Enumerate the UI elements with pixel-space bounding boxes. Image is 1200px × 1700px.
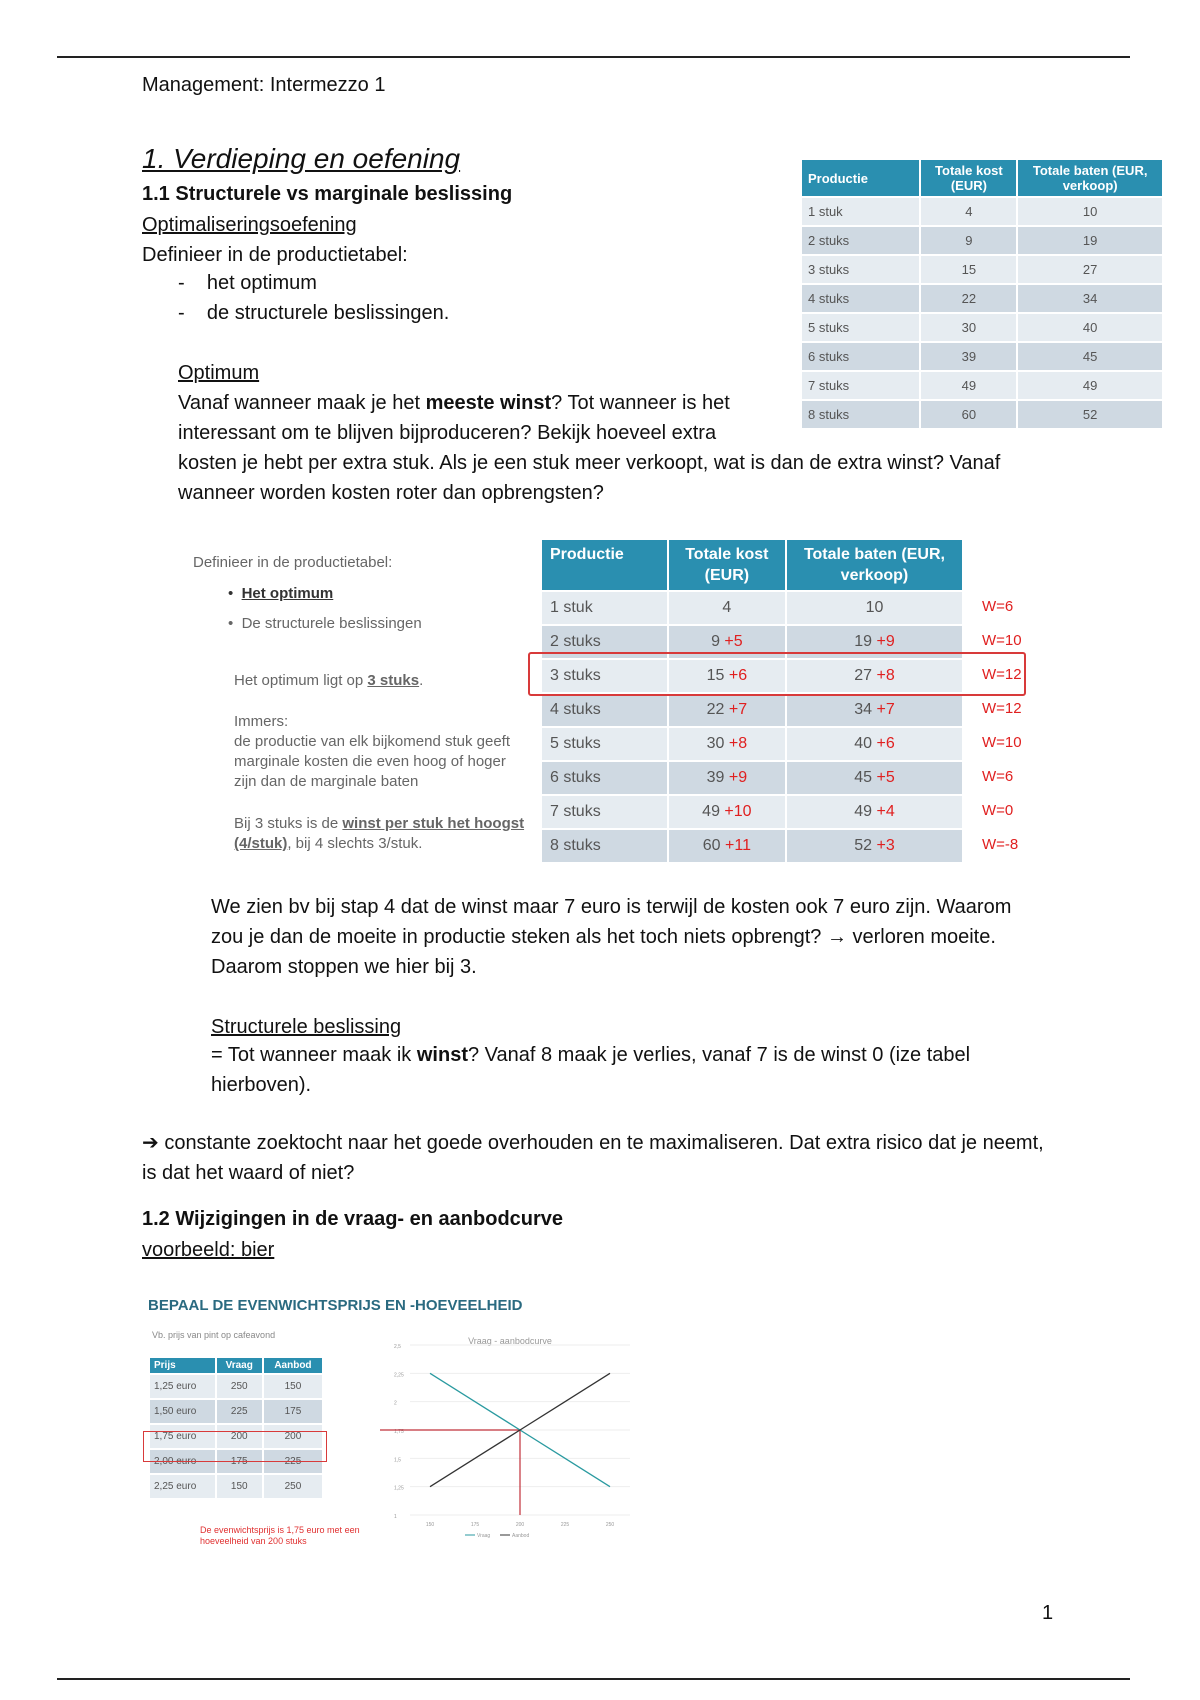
table-cell xyxy=(669,796,785,828)
table-row xyxy=(802,314,1162,341)
bullet-text: het optimum xyxy=(206,272,317,294)
table-cell: 4 stuks xyxy=(542,694,667,726)
page-number: 1 xyxy=(1042,1602,1054,1624)
text: ? Vanaf 8 maak je verlies, vanaf 7 is de winst 0 (ize tabel hierboven). xyxy=(211,1044,971,1096)
winst-label: W=6 xyxy=(982,598,1014,615)
table-cell: 2,25 euro xyxy=(150,1475,215,1498)
text: Vanaf wanneer maak je het xyxy=(178,392,426,414)
bullet: - de structurele beslissingen. xyxy=(178,302,450,324)
figure-title: BEPAAL DE EVENWICHTSPRIJS EN -HOEVEELHEID xyxy=(148,1297,523,1314)
table-cell: 39 xyxy=(921,343,1016,370)
winst-label: W=6 xyxy=(982,768,1014,785)
text: ? Tot wanneer is het interessant om te blijven bijproduceren? Bekijk hoeveel extra kosten je hebt per extra stuk. Als je een stuk meer verkoopt, wat is dan de extra winst? Vanaf wanneer worden kosten roter dan opbrengsten? xyxy=(178,392,1001,504)
table-row xyxy=(542,796,962,828)
table-row xyxy=(150,1375,322,1398)
table-cell xyxy=(669,762,785,794)
optimum-note xyxy=(234,671,423,690)
col-header: Totale baten (EUR, verkoop) xyxy=(787,540,962,590)
col-header: Totale kost (EUR) xyxy=(669,540,785,590)
delta: +9 xyxy=(728,769,748,786)
x-tick-label: 200 xyxy=(515,1522,525,1528)
supply-demand-chart xyxy=(380,1330,640,1550)
table-cell: 1 stuk xyxy=(802,198,919,225)
intro: Definieer in de productietabel: xyxy=(142,244,408,266)
value: 27 xyxy=(854,667,873,684)
table-cell: 1,25 euro xyxy=(150,1375,215,1398)
winst-note xyxy=(234,814,529,854)
table-cell: 250 xyxy=(217,1375,262,1398)
table-row xyxy=(802,256,1162,283)
table-cell xyxy=(669,592,785,624)
immers-label: Immers: xyxy=(234,713,289,730)
table-cell: 34 xyxy=(1018,285,1162,312)
price-table xyxy=(148,1356,324,1500)
table-cell: 225 xyxy=(264,1450,322,1473)
x-tick-label: 150 xyxy=(425,1522,435,1528)
table-cell: 10 xyxy=(1018,198,1162,225)
winst-label: W=12 xyxy=(982,666,1022,683)
table-cell: 4 stuks xyxy=(802,285,919,312)
table-row xyxy=(150,1400,322,1423)
chart-title: Vraag - aanbodcurve xyxy=(468,1336,552,1346)
winst-label: W=10 xyxy=(982,734,1022,751)
table-cell: 22 xyxy=(921,285,1016,312)
table-row xyxy=(802,372,1162,399)
page-header: Management: Intermezzo 1 xyxy=(142,74,386,96)
table-cell xyxy=(787,762,962,794)
table-cell: 3 stuks xyxy=(802,256,919,283)
table-cell: 2 stuks xyxy=(542,626,667,658)
x-tick-label: 250 xyxy=(605,1522,615,1528)
y-tick-label: 2,5 xyxy=(394,1344,401,1350)
y-tick-label: 1,5 xyxy=(394,1457,401,1464)
slide-intro: Definieer in de productietabel: xyxy=(193,554,393,571)
x-tick-label: 225 xyxy=(560,1522,570,1528)
table-row xyxy=(802,198,1162,225)
table-cell: 225 xyxy=(217,1400,262,1423)
text: Bij 3 stuks is de xyxy=(234,815,343,832)
bullet-text: Het optimum xyxy=(241,585,334,602)
table-cell: 60 xyxy=(921,401,1016,428)
winst-label: W=10 xyxy=(982,632,1022,649)
bold-text: winst xyxy=(416,1044,468,1066)
table-cell xyxy=(669,830,785,862)
table-row xyxy=(802,285,1162,312)
table-cell: 7 stuks xyxy=(802,372,919,399)
table-cell: 150 xyxy=(217,1475,262,1498)
value: 45 xyxy=(854,769,873,786)
bold-text: meeste winst xyxy=(425,392,552,414)
table-cell xyxy=(787,694,962,726)
value: 10 xyxy=(865,599,884,616)
highlight-box xyxy=(528,652,1026,696)
table-cell: 4 xyxy=(921,198,1016,225)
table-row xyxy=(542,694,962,726)
structural-text xyxy=(211,1040,1041,1100)
table-cell: 1,50 euro xyxy=(150,1400,215,1423)
delta: +11 xyxy=(725,837,751,854)
table-cell: 49 xyxy=(921,372,1016,399)
bold-text: winst per stuk het hoogst (4/stuk) xyxy=(234,815,525,852)
table-cell xyxy=(787,796,962,828)
y-tick-label: 2 xyxy=(394,1400,397,1407)
slide-bullet: • Het optimum xyxy=(228,585,334,602)
value: 60 xyxy=(702,837,721,854)
optimum-title: Optimum xyxy=(178,362,260,384)
delta: +7 xyxy=(876,701,895,718)
value: 22 xyxy=(706,701,725,718)
production-table-small xyxy=(800,158,1164,430)
figure-subtitle: Vb. prijs van pint op cafeavond xyxy=(152,1330,276,1340)
table-cell: 30 xyxy=(921,314,1016,341)
bottom-rule xyxy=(57,1678,1130,1680)
y-tick-label: 2,25 xyxy=(394,1372,404,1379)
delta: +5 xyxy=(724,633,743,650)
col-header: Productie xyxy=(802,160,919,196)
y-tick-label: 1 xyxy=(394,1514,397,1520)
top-rule xyxy=(57,56,1130,58)
table-cell xyxy=(669,694,785,726)
winst-label: W=-8 xyxy=(982,836,1019,853)
table-cell: 175 xyxy=(217,1450,262,1473)
legend-aanbod: Aanbod xyxy=(512,1533,530,1539)
bullet-text: De structurele beslissingen xyxy=(241,615,422,632)
col-header: Totale kost (EUR) xyxy=(921,160,1016,196)
delta: +10 xyxy=(724,803,752,820)
table-cell: 40 xyxy=(1018,314,1162,341)
table-cell: 6 stuks xyxy=(542,762,667,794)
production-table xyxy=(540,538,964,864)
table-cell: 1 stuk xyxy=(542,592,667,624)
figure-note: De evenwichtsprijs is 1,75 euro met een hoeveelheid van 200 stuks xyxy=(200,1525,360,1546)
table-row xyxy=(542,762,962,794)
table-cell xyxy=(787,728,962,760)
value: 4 xyxy=(722,599,732,616)
highlight-box xyxy=(143,1431,327,1462)
table-cell: 5 stuks xyxy=(802,314,919,341)
table-cell: 8 stuks xyxy=(542,830,667,862)
value: 19 xyxy=(854,633,873,650)
table-row xyxy=(802,401,1162,428)
table-row xyxy=(542,728,962,760)
y-tick-label: 1,75 xyxy=(394,1429,404,1435)
section-title: 1. Verdieping en oefening xyxy=(142,143,461,174)
value: 15 xyxy=(706,667,725,684)
subsection-title: 1.2 Wijzigingen in de vraag- en aanbodcurve xyxy=(142,1208,564,1230)
delta: +4 xyxy=(876,803,895,820)
col-header: Prijs xyxy=(150,1358,215,1373)
example-title: voorbeeld: bier xyxy=(142,1239,275,1261)
table-cell: 2,00 euro xyxy=(150,1450,215,1473)
winst-label: W=12 xyxy=(982,700,1022,717)
text: , bij 4 slechts 3/stuk. xyxy=(287,835,423,852)
delta: +8 xyxy=(876,667,895,684)
text: Het optimum ligt op xyxy=(234,672,368,689)
bullet-text: de structurele beslissingen. xyxy=(206,302,450,324)
subsection-title: 1.1 Structurele vs marginale beslissing xyxy=(142,183,513,205)
immers-text: de productie van elk bijkomend stuk geeft marginale kosten die even hoog of hoger zijn dan de marginale baten xyxy=(234,733,510,790)
value: 49 xyxy=(854,803,873,820)
col-header: Productie xyxy=(542,540,667,590)
table-cell: 200 xyxy=(264,1425,322,1448)
table-cell: 49 xyxy=(1018,372,1162,399)
col-header: Vraag xyxy=(217,1358,262,1373)
value: 49 xyxy=(702,803,720,820)
col-header: Totale baten (EUR, verkoop) xyxy=(1018,160,1162,196)
table-cell: 27 xyxy=(1018,256,1162,283)
table-row xyxy=(542,830,962,862)
text: = Tot wanneer maak ik xyxy=(211,1044,417,1066)
slide-bullet: • De structurele beslissingen xyxy=(228,615,422,632)
winst-column xyxy=(982,590,1022,862)
table-cell: 45 xyxy=(1018,343,1162,370)
delta: +5 xyxy=(876,769,895,786)
y-tick-label: 1,25 xyxy=(394,1485,404,1492)
legend-vraag: Vraag xyxy=(477,1533,491,1539)
value: 40 xyxy=(854,735,873,752)
table-row xyxy=(802,343,1162,370)
table-cell: 200 xyxy=(217,1425,262,1448)
col-header: Aanbod xyxy=(264,1358,322,1373)
text: . xyxy=(419,672,424,689)
structural-title: Structurele beslissing xyxy=(211,1016,402,1038)
table-cell: 6 stuks xyxy=(802,343,919,370)
value: 34 xyxy=(854,701,873,718)
table-cell: 5 stuks xyxy=(542,728,667,760)
winst-label: W=0 xyxy=(982,802,1014,819)
delta: +7 xyxy=(728,701,748,718)
table-row xyxy=(542,592,962,624)
table-cell: 7 stuks xyxy=(542,796,667,828)
delta: +3 xyxy=(876,837,895,854)
explanation: We zien bv bij stap 4 dat de winst maar 7 euro is terwijl de kosten ook 7 euro zijn. Waarom zou je dan de moeite in productie steken als het toch niets opbrengt? → verloren moeite. Daarom stoppen we hier bij 3. xyxy=(211,896,1012,978)
table-cell: 250 xyxy=(264,1475,322,1498)
delta: +6 xyxy=(728,667,748,684)
delta: +9 xyxy=(876,633,895,650)
table-cell: 150 xyxy=(264,1375,322,1398)
delta: +6 xyxy=(876,735,895,752)
bold-text: 3 stuks xyxy=(367,672,420,689)
table-cell xyxy=(787,592,962,624)
table-cell: 1,75 euro xyxy=(150,1425,215,1448)
table-cell: 2 stuks xyxy=(802,227,919,254)
table-cell xyxy=(669,728,785,760)
value: 9 xyxy=(711,633,720,650)
table-cell: 15 xyxy=(921,256,1016,283)
table-cell: 175 xyxy=(264,1400,322,1423)
exercise-title: Optimaliseringsoefening xyxy=(142,214,357,236)
delta: +8 xyxy=(728,735,748,752)
x-tick-label: 175 xyxy=(470,1522,480,1528)
table-cell xyxy=(787,830,962,862)
bullet: - het optimum xyxy=(178,272,317,294)
table-row xyxy=(150,1475,322,1498)
table-cell: 3 stuks xyxy=(542,660,667,692)
table-cell: 8 stuks xyxy=(802,401,919,428)
table-row xyxy=(802,227,1162,254)
value: 52 xyxy=(854,837,873,854)
value: 39 xyxy=(706,769,725,786)
table-cell: 9 xyxy=(921,227,1016,254)
table-cell: 52 xyxy=(1018,401,1162,428)
value: 30 xyxy=(706,735,725,752)
conclusion: ➔ constante zoektocht naar het goede overhouden en te maximaliseren. Dat extra risico dat je neemt, is dat het waard of niet? xyxy=(142,1132,1044,1184)
table-cell: 19 xyxy=(1018,227,1162,254)
